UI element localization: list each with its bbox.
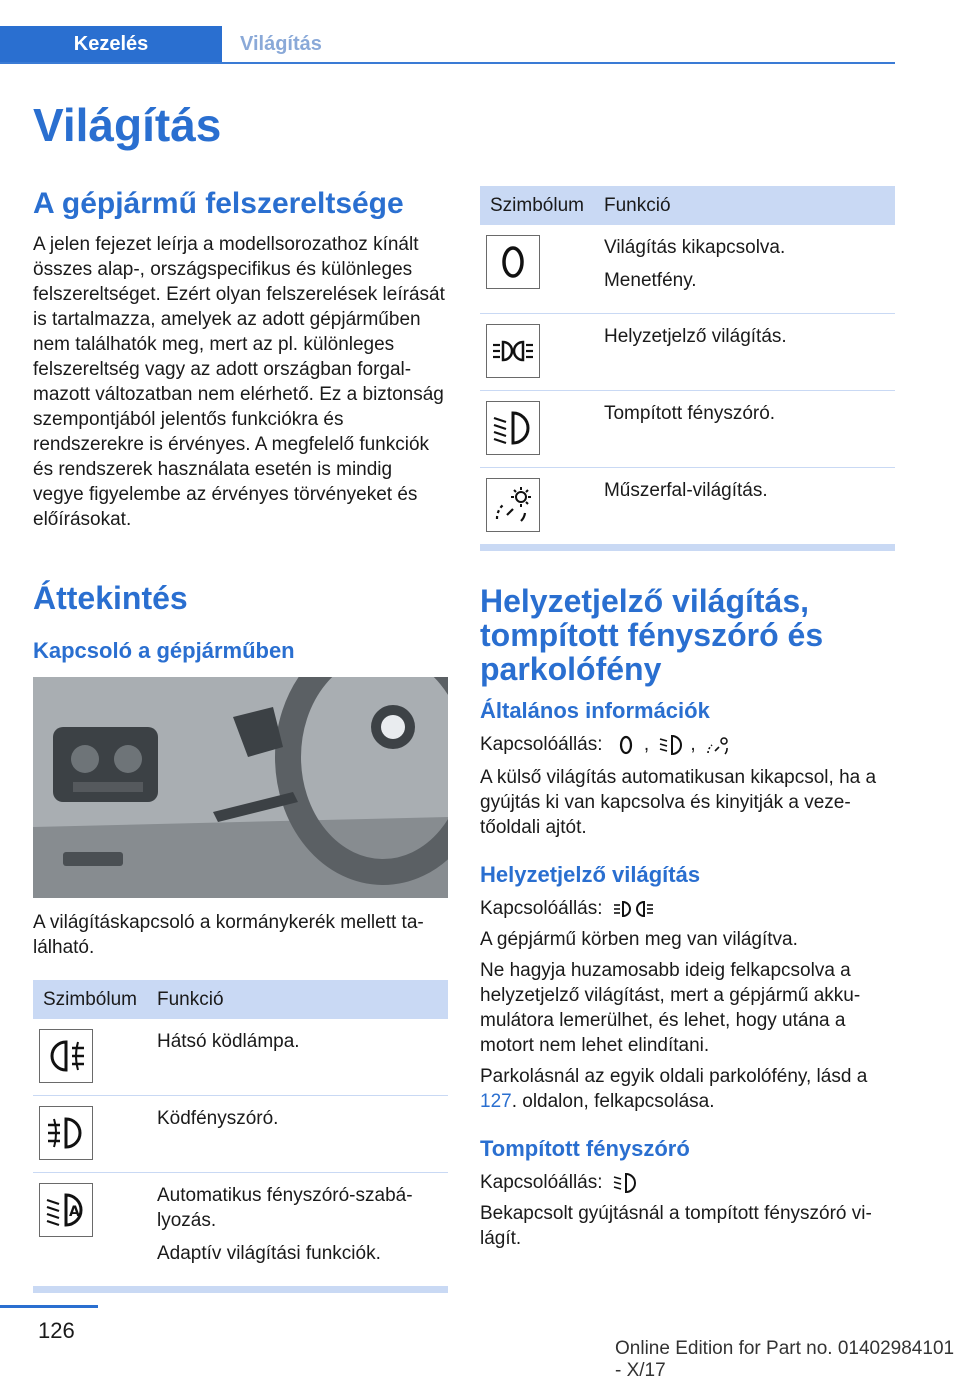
col-header-symbol: Szimbólum (480, 186, 594, 225)
right-symbol-table (480, 186, 895, 551)
left-symbol-table (33, 980, 448, 1293)
tab-kezeles[interactable]: Kezelés (0, 26, 222, 62)
parking-p3 (480, 1064, 895, 1114)
table-row (480, 225, 895, 314)
row-text: Műszerfal-világítás. (603, 480, 768, 501)
section-title-equipment: A gépjármű felszereltsége (33, 187, 404, 220)
low-beam-icon (486, 401, 540, 455)
row-text: Tompított fényszóró. (603, 403, 776, 424)
low-beam-icon (612, 1172, 640, 1194)
equipment-body: A jelen fejezet leírja a modellsorozathoz kínált összes alap-, országspecifikus és különleges felszereltséget. Ezért olyan felszerelések leírását is tartalmazza, amelyek az adott gépjárműben nem találhatók meg, mert az pl. különleges felszereltség vagy az adott országban forgalmazott változatban nem elérhető. Ez a biztonság szempontjából jelentős funkciókra és rendszerekre is érvényes. A megfelelő funkciók és rendszerek használata esetén is mindig vegye figyelembe az érvényes törvényeket és előírásokat. (33, 234, 445, 530)
front-fog-lamp-icon (39, 1106, 93, 1160)
table-row (33, 1019, 448, 1096)
row-text: Hátsó ködlámpa. (156, 1031, 300, 1052)
table-end-bar (480, 545, 895, 551)
edition-text: Online Edition for Part no. 01402984101 - X/17 (615, 1338, 955, 1381)
tab-vilagitas[interactable]: Világítás (240, 32, 322, 55)
instrument-lighting-icon (486, 478, 540, 532)
svg-text:A: A (69, 1204, 80, 1220)
parking-switch-line (480, 896, 895, 921)
rear-fog-lamp-icon (39, 1029, 93, 1083)
switch-label: Kapcsolóállás: (480, 734, 603, 755)
table-row (480, 468, 895, 545)
separator: , (690, 734, 696, 755)
switch-label: Kapcsolóállás: (480, 898, 603, 919)
col-header-function: Funkció (147, 980, 448, 1019)
col-header-function: Funkció (594, 186, 895, 225)
table-row (480, 391, 895, 468)
photo-caption: A világításkapcsoló a kormánykerék mellett található. (33, 912, 424, 958)
low-beam-title: Tompított fényszóró (480, 1136, 690, 1161)
table-end-bar (33, 1287, 448, 1293)
table-row (480, 314, 895, 391)
row-text: Menetfény. (603, 270, 697, 291)
low-beam-icon (658, 734, 686, 756)
general-body: A külső világítás automatikusan kikapcsol, ha a gyújtás ki van kapcsolva és kinyitják a vezetőoldali ajtót. (480, 767, 877, 838)
page-number: 126 (38, 1318, 75, 1343)
subsection-title-switch: Kapcsoló a gépjárműben (33, 638, 295, 663)
parking-light-icon (486, 324, 540, 378)
separator: , (643, 734, 650, 755)
auto-headlight-icon (39, 1183, 93, 1237)
page-link-127[interactable]: 127 (480, 1091, 512, 1112)
row-text: Automatikus fényszóró-szabályozás. (156, 1185, 413, 1231)
parking-light-title: Helyzetjelző világítás (480, 862, 701, 887)
col-header-symbol: Szimbólum (33, 980, 147, 1019)
page-title: Világítás (33, 99, 222, 151)
row-text: Helyzetjelző világítás. (603, 326, 787, 347)
section-title-parking-lights: Helyzetjelző világítás, tompított fényszóró és parkolófény (480, 583, 824, 687)
footer-rule (0, 1305, 98, 1308)
parking-p3-pre: Parkolásnál az egyik oldali parkolófény, lásd a (480, 1066, 868, 1087)
parking-p2: Ne hagyja huzamosabb ideig felkapcsolva a helyzetjelző világítást, mert a gépjármű akkumulátora lemerülhet, és lehet, hogy utána a motort nem lehet elindítani. (480, 960, 861, 1056)
dashboard-photo (33, 677, 448, 898)
parking-light-icon (612, 898, 656, 920)
row-text: Adaptív világítási funkciók. (156, 1243, 381, 1264)
left-column (33, 186, 448, 532)
row-text: Ködfényszóró. (156, 1108, 279, 1129)
right-text-column (480, 698, 895, 1251)
table-row (33, 1173, 448, 1287)
lowbeam-body: Bekapcsolt gyújtásnál a tompított fényszóró világít. (480, 1203, 872, 1249)
zero-position-icon (486, 235, 540, 289)
section-title-overview: Áttekintés (33, 580, 188, 616)
header-tabbar (0, 26, 895, 64)
lowbeam-switch-line (480, 1170, 895, 1195)
dashboard-illustration (33, 677, 448, 898)
zero-position-icon (612, 734, 640, 756)
instrument-lighting-icon (705, 734, 733, 756)
table-row (33, 1096, 448, 1173)
general-switch-line (480, 732, 895, 757)
parking-p3-post: . oldalon, felkapcsolása. (511, 1091, 715, 1112)
row-text: Világítás kikapcsolva. (603, 237, 786, 258)
general-info-title: Általános információk (480, 698, 710, 723)
parking-p1: A gépjármű körben meg van világítva. (480, 929, 798, 950)
switch-label: Kapcsolóállás: (480, 1172, 603, 1193)
